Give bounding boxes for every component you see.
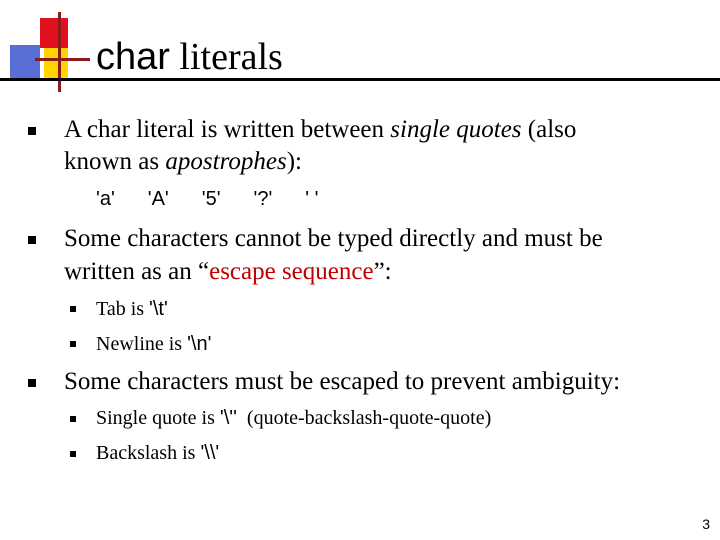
bullet-2-line-2 bbox=[64, 256, 392, 288]
text: Single quote is bbox=[96, 407, 220, 429]
sub-bullet-marker bbox=[70, 416, 76, 422]
text: Tab is bbox=[96, 298, 150, 320]
example-char: 'a' bbox=[96, 188, 115, 210]
example-char: ' ' bbox=[305, 188, 319, 210]
text: Newline is bbox=[96, 333, 188, 355]
note: (quote-backslash-quote-quote) bbox=[236, 407, 492, 429]
example-char: 'A' bbox=[147, 188, 169, 210]
sub-bullet-marker bbox=[70, 306, 76, 312]
sub-bullet-single-quote bbox=[96, 405, 491, 431]
slide-title bbox=[96, 34, 283, 80]
bullet-marker bbox=[28, 236, 36, 244]
logo-red-square bbox=[40, 18, 68, 48]
title-rest: literals bbox=[169, 36, 283, 78]
text: A char literal is written between bbox=[64, 116, 391, 143]
char-examples bbox=[96, 186, 351, 212]
bullet-1-line-1 bbox=[64, 114, 576, 146]
title-code: char bbox=[96, 36, 170, 78]
logo-blue-square bbox=[10, 45, 40, 79]
sub-bullet-marker bbox=[70, 451, 76, 457]
bullet-3-line-1: Some characters must be escaped to prevent ambiguity: bbox=[64, 368, 621, 395]
code-literal: '\n' bbox=[187, 333, 212, 355]
page-number: 3 bbox=[702, 516, 710, 532]
code-literal: '\\' bbox=[200, 442, 220, 464]
logo-yellow-square bbox=[44, 48, 68, 78]
bullet-1-line-2 bbox=[64, 146, 302, 178]
highlighted-term: escape sequence bbox=[209, 258, 374, 285]
sub-bullet-backslash bbox=[96, 440, 219, 466]
text: known as bbox=[64, 148, 166, 175]
title-underline bbox=[0, 78, 720, 81]
example-char: '?' bbox=[253, 188, 273, 210]
text: (also bbox=[521, 116, 577, 143]
sub-bullet-marker bbox=[70, 341, 76, 347]
slide-logo bbox=[0, 0, 100, 100]
code-literal: '\t' bbox=[149, 298, 168, 320]
example-char: '5' bbox=[201, 188, 221, 210]
bullet-2-line-1: Some characters cannot be typed directly and must be bbox=[64, 225, 603, 252]
text: ”: bbox=[373, 258, 392, 285]
logo-horizontal-line bbox=[35, 58, 90, 61]
sub-bullet-tab bbox=[96, 296, 168, 322]
code-literal: '\'' bbox=[219, 407, 237, 429]
text: Backslash is bbox=[96, 442, 201, 464]
text: ): bbox=[286, 148, 302, 175]
emphasis: apostrophes bbox=[165, 148, 287, 175]
emphasis: single quotes bbox=[390, 116, 522, 143]
text: written as an “ bbox=[64, 258, 210, 285]
bullet-marker bbox=[28, 127, 36, 135]
bullet-marker bbox=[28, 379, 36, 387]
sub-bullet-newline bbox=[96, 331, 211, 357]
